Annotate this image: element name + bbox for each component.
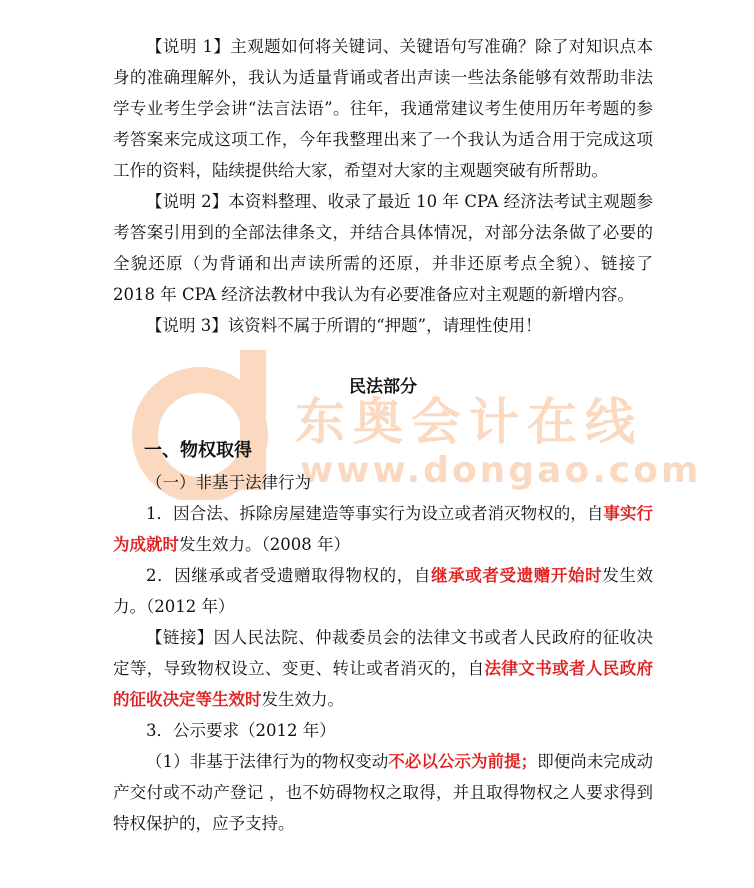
note-3: 【说明 3】该资料不属于所谓的“押题”，请理性使用！ (146, 316, 542, 335)
link-highlight: 法律文书或者人民政府的征收决定等生效时 (113, 659, 654, 709)
link-note: 【链接】因人民法院、仲裁委员会的法律文书或者人民政府的征收决定等，导致物权设立、变更、转让或者消灭的，自法律文书或者人民政府的征收决定等生效时发生效力。 (113, 628, 654, 709)
item-2: 2．因继承或者受遗赠取得物权的，自继承或者受遗赠开始时发生效力。（2012 年） (113, 566, 654, 616)
part-title: 民法部分 (349, 377, 417, 397)
item-3-1: （1）非基于法律行为的物权变动不必以公示为前提；即便尚未完成动产交付或不动产登记 ，也不妨碍物权之取得，并且取得物权之人要求得到特权保护的，应予支持。 (113, 752, 654, 833)
note-2: 【说明 2】本资料整理、收录了最近 10 年 CPA 经济法考试主观题参考答案引用到的全部法律条文，并结合具体情况，对部分法条做了必要的全貌还原（为背诵和出声读所需的还原，并非还原考点全貌）、链接了 2018 年 CPA 经济法教材中我认为有必要准备应对主观题的新增内容。 (113, 192, 653, 304)
watermark-brand: 东奥会计在线 (295, 393, 643, 451)
item-1: 1．因合法、拆除房屋建造等事实行为设立或者消灭物权的，自事实行为成就时发生效力。（2008 年） (113, 504, 654, 554)
item-2-highlight: 继承或者受遗赠开始时 (431, 566, 603, 585)
item-3: 3．公示要求（2012 年） (146, 721, 336, 740)
item-3-1-highlight: 不必以公示为前提； (388, 752, 538, 771)
watermark-url: www.dongao.com (300, 450, 702, 491)
note-1: 【说明 1】主观题如何将关键词、关键语句写准确？除了对知识点本身的准确理解外，我认为适量背诵或者出声读一些法条能够有效帮助非法学专业考生学会讲“法言法语”。往年，我通常建议考生使用历年考题的参考答案来完成这项工作，今年我整理出来了一个我认为适合用于完成这项工作的资料，陆续提供给大家，希望对大家的主观题突破有所帮助。 (113, 37, 653, 180)
section-title: 一、物权取得 (144, 440, 252, 461)
subsection-title: （一）非基于法律行为 (146, 473, 311, 492)
item-1-highlight: 事实行为成就时 (113, 504, 654, 554)
